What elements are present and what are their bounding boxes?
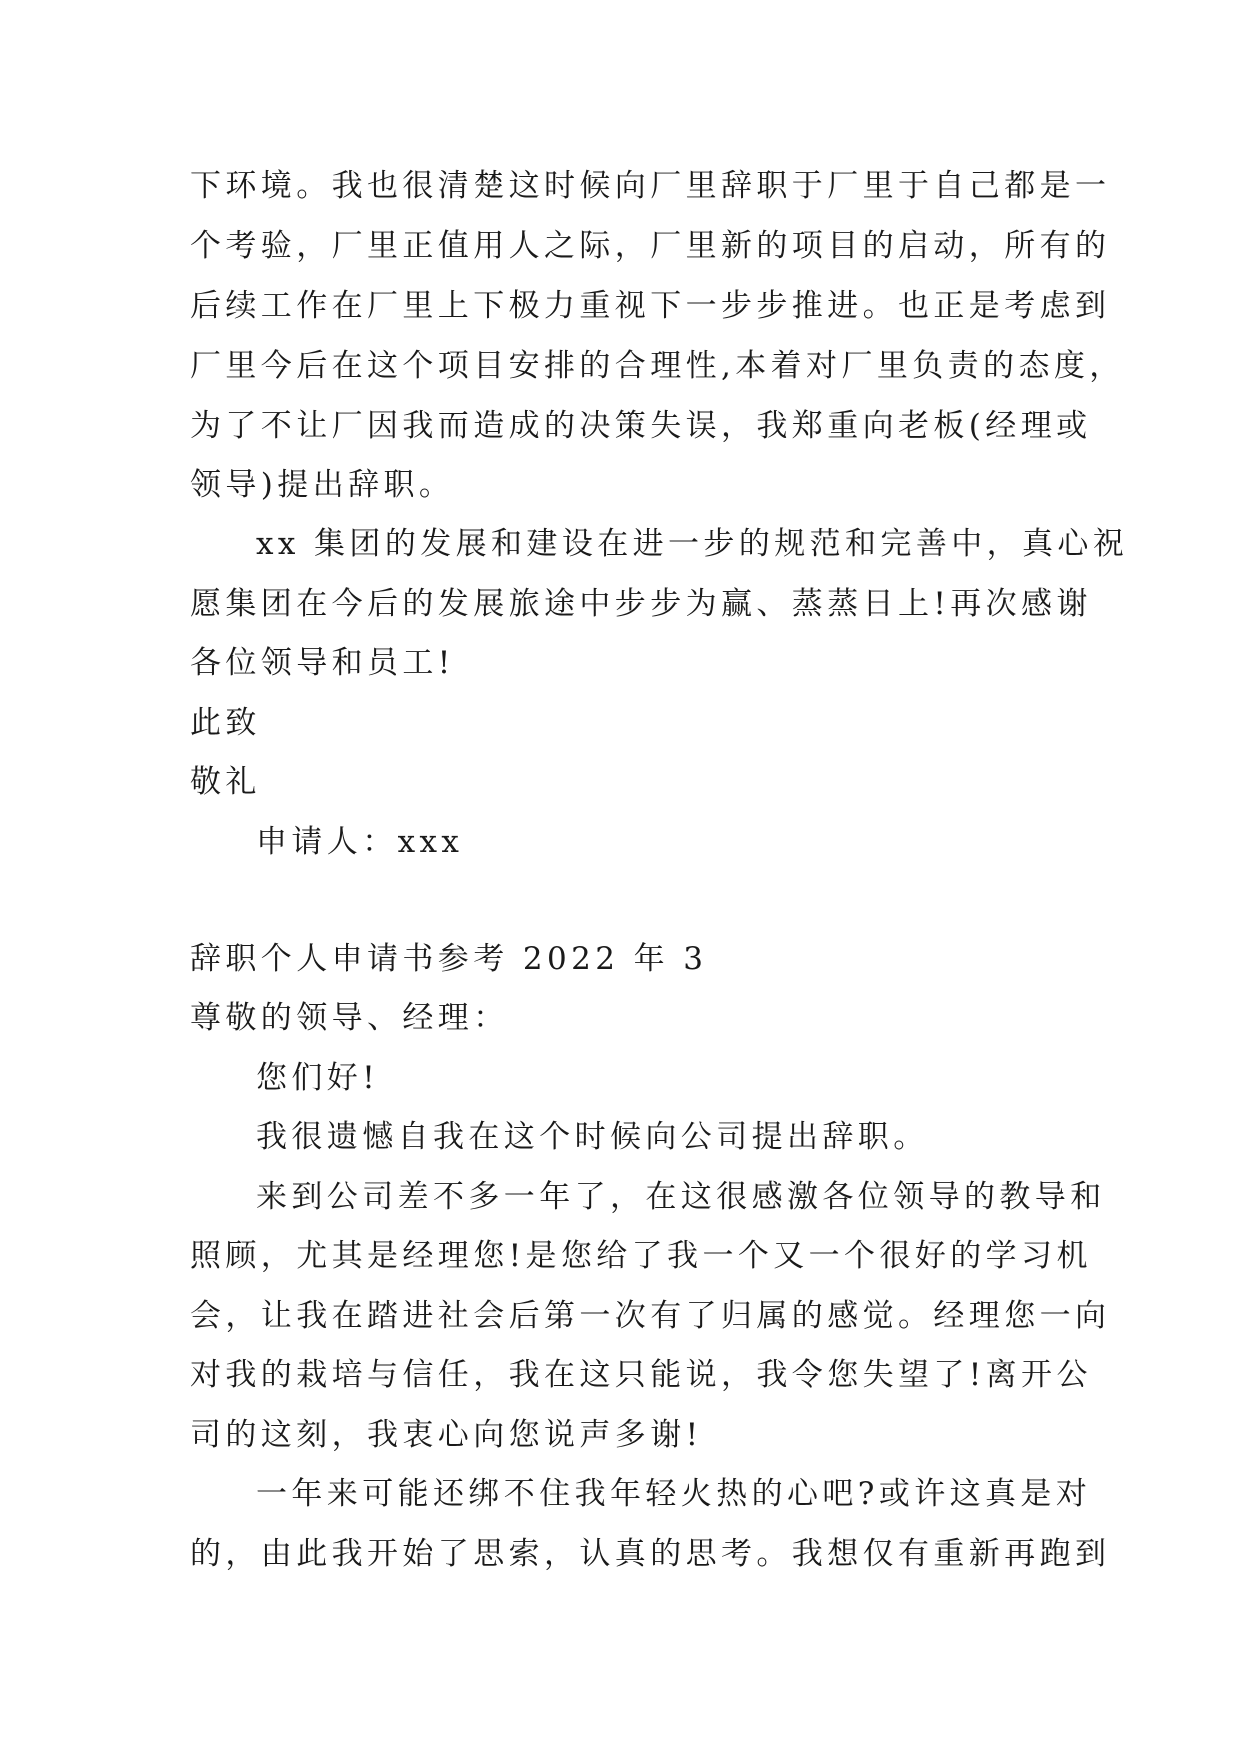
paragraph-line: 会，让我在踏进社会后第一次有了归属的感觉。经理您一向 (190, 1298, 1111, 1334)
paragraph-line: 领导)提出辞职。 (190, 467, 455, 503)
paragraph-line: 后续工作在厂里上下极力重视下一步步推进。也正是考虑到 (190, 288, 1111, 324)
closing-line: 此致 (190, 705, 261, 741)
paragraph-line: 的，由此我开始了思索，认真的思考。我想仅有重新再跑到 (190, 1536, 1111, 1572)
paragraph-line: 来到公司差不多一年了，在这很感激各位领导的教导和 (256, 1179, 1106, 1215)
signature-line: 申请人：xxx (256, 824, 464, 860)
paragraph-line: 个考验，厂里正值用人之际，厂里新的项目的启动，所有的 (190, 228, 1111, 264)
greeting: 您们好! (256, 1060, 380, 1096)
paragraph-line: 为了不让厂因我而造成的决策失误，我郑重向老板(经理或 (190, 408, 1092, 444)
paragraph-line: 我很遗憾自我在这个时候向公司提出辞职。 (256, 1119, 929, 1155)
paragraph-line: 一年来可能还绑不住我年轻火热的心吧?或许这真是对 (256, 1476, 1092, 1512)
closing-line: 敬礼 (190, 764, 261, 800)
paragraph-line: 照顾，尤其是经理您!是您给了我一个又一个很好的学习机 (190, 1238, 1092, 1274)
paragraph-line: xx 集团的发展和建设在进一步的规范和完善中，真心祝 (256, 526, 1129, 562)
paragraph-line: 对我的栽培与信任，我在这只能说，我令您失望了!离开公 (190, 1357, 1092, 1393)
paragraph-line: 愿集团在今后的发展旅途中步步为赢、蒸蒸日上!再次感谢 (190, 586, 1092, 622)
paragraph-line: 厂里今后在这个项目安排的合理性,本着对厂里负责的态度， (190, 348, 1125, 384)
section-title: 辞职个人申请书参考 2022 年 3 (190, 941, 708, 977)
paragraph-line: 司的这刻，我衷心向您说声多谢! (190, 1417, 703, 1453)
salutation: 尊敬的领导、经理： (190, 1000, 509, 1036)
paragraph-line: 下环境。我也很清楚这时候向厂里辞职于厂里于自己都是一 (190, 168, 1111, 204)
paragraph-line: 各位领导和员工! (190, 645, 455, 681)
